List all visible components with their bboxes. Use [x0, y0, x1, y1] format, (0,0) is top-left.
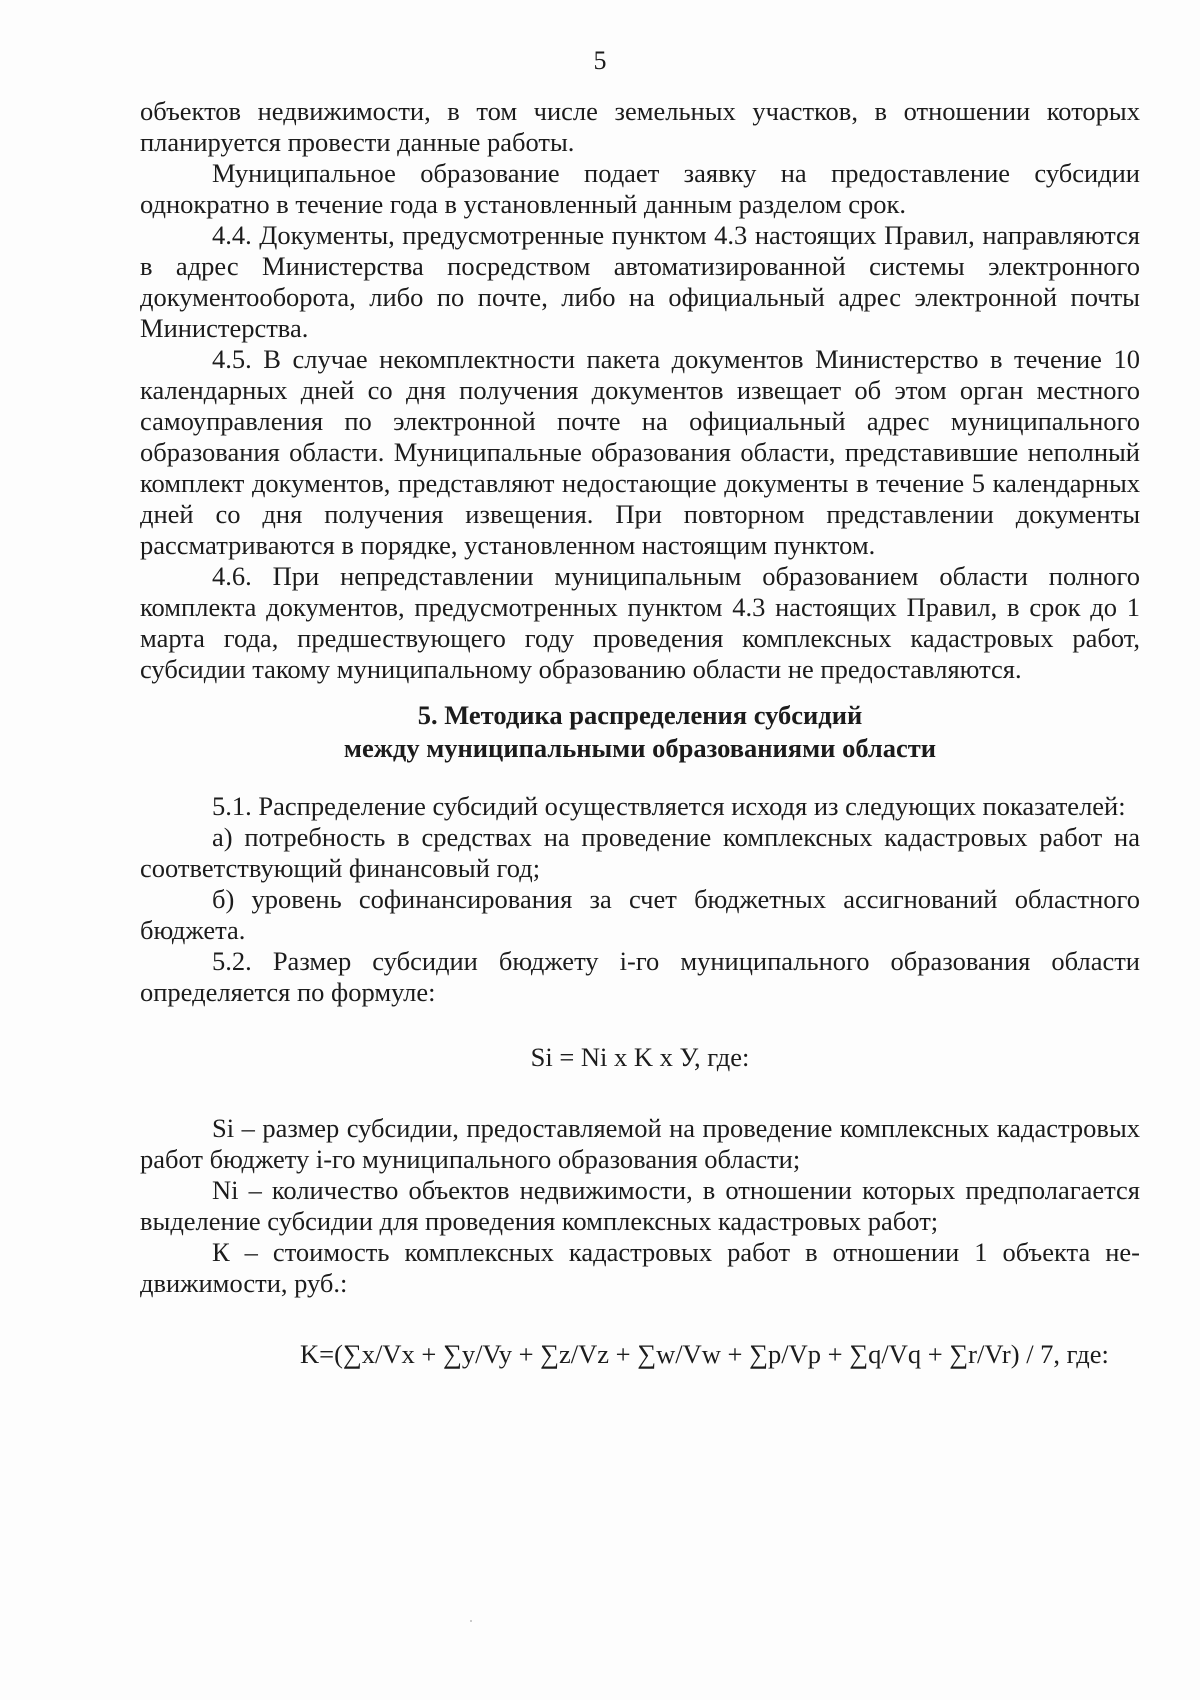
definition-si: Si – размер субсидии, предоставляемой на проведение комплексных кадастровых работ бюджету i-го муниципального образования области;: [140, 1113, 1140, 1174]
paragraph-application: Муниципальное образование подает заявку на предоставление субсидии однократно в течение года в установленный данным разделом срок.: [140, 158, 1140, 219]
paragraph-item-a: а) потребность в средствах на проведение комплексных кадастровых работ на соответствующий финансовый год;: [140, 822, 1140, 883]
section-heading: [140, 699, 1140, 765]
definition-ni: Ni – количество объектов недвижимости, в отношении которых предполагается выделение субсидии для проведения комплексных кадастровых работ;: [140, 1175, 1140, 1236]
definition-k: К – стоимость комплексных кадастровых работ в отношении 1 объекта недвижимости, руб.:: [140, 1237, 1140, 1298]
page-number: 5: [593, 46, 607, 75]
scan-speck: [470, 1620, 472, 1622]
document-body: [140, 96, 1140, 1370]
section-heading-line1: 5. Методика распределения субсидий: [417, 700, 863, 730]
paragraph-item-b: б) уровень софинансирования за счет бюджетных ассигнований областного бюджета.: [140, 884, 1140, 945]
paragraph-4-5: 4.5. В случае некомплектности пакета документов Министерство в течение 10 календарных дней со дня получения документов извещает об этом орган местного самоуправления по электронной почте на официальный адрес муниципального образования области. Муниципальные образования области, представившие неполный комплект документов, представляют недостающие документы в течение 5 календарных дней со дня получения извещения. При повторном представлении документы рассматриваются в порядке, установленном настоящим пунктом.: [140, 344, 1140, 560]
paragraph-5-1: 5.1. Распределение субсидий осуществляется исходя из следующих показателей:: [212, 791, 1126, 821]
paragraph-5-2: 5.2. Размер субсидии бюджету i-го муниципального образования области определяется по формуле:: [140, 946, 1140, 1007]
section-heading-line2: между муниципальными образованиями области: [343, 733, 937, 763]
formula-cost: K=(∑x/Vx + ∑y/Vy + ∑z/Vz + ∑w/Vw + ∑p/Vp + ∑q/Vq + ∑r/Vr) / 7, где:: [300, 1339, 1109, 1369]
paragraph-4-4: 4.4. Документы, предусмотренные пунктом 4.3 настоящих Правил, направляются в адрес Министерства посредством автоматизированной системы электронного документооборота, либо по почте, либо на официальный адрес электронной почты Министерства.: [140, 220, 1140, 343]
paragraph-continuation: объектов недвижимости, в том числе земельных участков, в отношении которых планируется провести данные работы.: [140, 96, 1140, 157]
paragraph-4-6: 4.6. При непредставлении муниципальным образованием области полного комплекта документов, предусмотренных пунктом 4.3 настоящих Правил, в срок до 1 марта года, предшествующего году проведения комплексных кадастровых работ, субсидии такому муниципальному образованию области не предоставляются.: [140, 561, 1140, 684]
formula-subsidy: Si = Ni x K x У, где:: [530, 1042, 750, 1072]
